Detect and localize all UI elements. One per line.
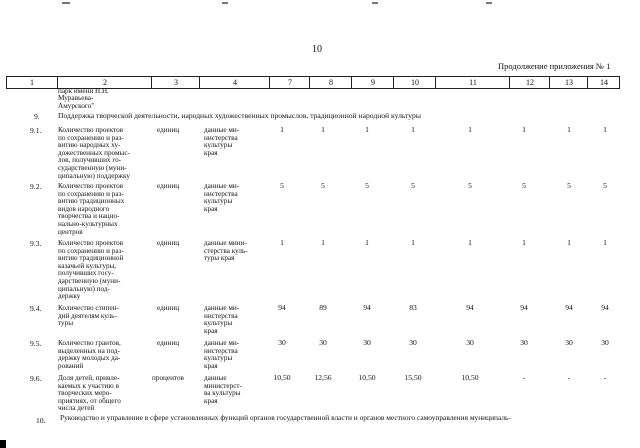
continuation-label: Продолжение приложения № 1 — [498, 61, 611, 71]
indicator-name: Количество проектов по сохранению и раз- витию народных ху- дожественных промыс- лов, получивших го- сударственную (муни- ципальную) поддержку — [58, 126, 130, 180]
section-title: Поддержка творческой деятельности, народных художественных промыслов, традиционной народной культуры — [58, 111, 421, 120]
source-cell: данные ми- нистерства культуры края — [204, 339, 240, 370]
unit-cell: единиц — [157, 339, 180, 347]
section-number: 9. — [34, 112, 40, 121]
header-col: 2 — [57, 77, 152, 88]
value-cell: 10,50 — [358, 373, 376, 382]
value-cell: 94 — [565, 303, 573, 312]
unit-cell: единиц — [157, 304, 180, 312]
value-cell: 94 — [520, 303, 528, 312]
header-col: 1 — [30, 78, 34, 87]
unit-cell: единиц — [157, 182, 180, 190]
indicator-name: Количество проектов по сохранению и раз- витию традиционной казачьей культуры, получивших госу- дарственную (муни- ципальную) под- держку — [58, 239, 124, 301]
section-title: Руководство и управление в сфере установленных функций органов государственной власти и органов местного самоуправления муниципаль- — [60, 413, 511, 422]
header-col: 13 — [549, 77, 588, 88]
value-cell: 1 — [280, 238, 284, 247]
value-cell: 1 — [468, 238, 472, 247]
scan-mark — [62, 2, 70, 4]
header-col: 8 — [309, 77, 352, 88]
value-cell: 94 — [601, 303, 609, 312]
value-cell: 1 — [567, 125, 571, 134]
value-cell: 94 — [363, 303, 371, 312]
value-cell: 30 — [409, 338, 417, 347]
unit-cell: единиц — [157, 126, 180, 134]
value-cell: 30 — [520, 338, 528, 347]
carry-over-text: парк имени Н.Н. Муравьева- Амурского" — [58, 87, 109, 110]
scan-mark — [222, 2, 228, 4]
row-number: 9.4. — [30, 304, 42, 313]
value-cell: 5 — [365, 181, 369, 190]
value-cell: 94 — [466, 303, 474, 312]
row-number: 9.2. — [30, 182, 42, 191]
indicator-name: Количество стипен- дий деятелям куль- туры — [58, 304, 119, 328]
value-cell: 1 — [522, 125, 526, 134]
source-cell: данные мини- стерства куль- туры края — [204, 239, 248, 263]
header-col: 12 — [509, 77, 550, 88]
row-number: 9.3. — [30, 239, 42, 248]
indicator-name: Доля детей, привле- каемых к участию в творческих меро- приятиях, от общего числа детей — [58, 374, 121, 413]
value-cell: 12,56 — [314, 373, 332, 382]
value-cell: 1 — [411, 238, 415, 247]
indicator-name: Количество проектов по сохранению и раз- витию традиционных видов народного творчества и нацио- нально-культурных центров — [58, 182, 125, 236]
value-cell: 1 — [522, 238, 526, 247]
value-cell: 1 — [567, 238, 571, 247]
unit-cell: процентов — [152, 374, 184, 382]
scan-corner-mark — [0, 440, 6, 448]
value-cell: 10,50 — [461, 373, 479, 382]
value-cell: 1 — [365, 238, 369, 247]
value-cell: 30 — [601, 338, 609, 347]
source-cell: данные ми- нистерства культуры края — [204, 126, 240, 157]
value-cell: 5 — [603, 181, 607, 190]
scan-mark — [372, 2, 378, 4]
value-cell: 1 — [603, 238, 607, 247]
value-cell: 30 — [565, 338, 573, 347]
header-col: 10 — [393, 77, 436, 88]
scan-mark — [486, 2, 492, 4]
indicator-name: Количество грантов, выделенных на под- держку молодых да- рований — [58, 339, 121, 370]
value-cell: 15,50 — [404, 373, 422, 382]
header-col: 14 — [587, 77, 620, 88]
value-cell: 1 — [411, 125, 415, 134]
value-cell: 1 — [280, 125, 284, 134]
value-cell: 30 — [319, 338, 327, 347]
value-cell: 5 — [567, 181, 571, 190]
value-cell: 5 — [280, 181, 284, 190]
row-number: 9.1. — [30, 126, 42, 135]
source-cell: данные ми- нистерства культуры края — [204, 182, 240, 213]
value-cell: 30 — [278, 338, 286, 347]
value-cell: 30 — [363, 338, 371, 347]
header-col: 7 — [269, 77, 310, 88]
value-cell: 1 — [321, 125, 325, 134]
value-cell: 5 — [522, 181, 526, 190]
value-cell: 1 — [365, 125, 369, 134]
row-number: 9.6. — [30, 374, 42, 383]
value-cell: 10,50 — [273, 373, 291, 382]
value-cell: 30 — [466, 338, 474, 347]
source-cell: данные министерст- ва культуры края — [204, 374, 242, 405]
source-cell: данные ми- нистерства культуры края — [204, 304, 240, 335]
value-cell: 94 — [278, 303, 286, 312]
value-cell: 1 — [468, 125, 472, 134]
header-col: 11 — [435, 77, 510, 88]
value-cell: 1 — [603, 125, 607, 134]
value-cell: 83 — [409, 303, 417, 312]
header-col: 3 — [151, 77, 200, 88]
page-number: 10 — [312, 44, 322, 55]
section-number: 10. — [36, 416, 46, 425]
value-cell: - — [567, 373, 571, 382]
value-cell: 5 — [468, 181, 472, 190]
value-cell: 5 — [321, 181, 325, 190]
value-cell: - — [603, 373, 607, 382]
value-cell: 1 — [321, 238, 325, 247]
value-cell: 89 — [319, 303, 327, 312]
value-cell: 5 — [411, 181, 415, 190]
header-col: 4 — [199, 77, 270, 88]
header-col: 9 — [351, 77, 394, 88]
unit-cell: единиц — [157, 239, 180, 247]
row-number: 9.5. — [30, 339, 42, 348]
value-cell: - — [522, 373, 526, 382]
